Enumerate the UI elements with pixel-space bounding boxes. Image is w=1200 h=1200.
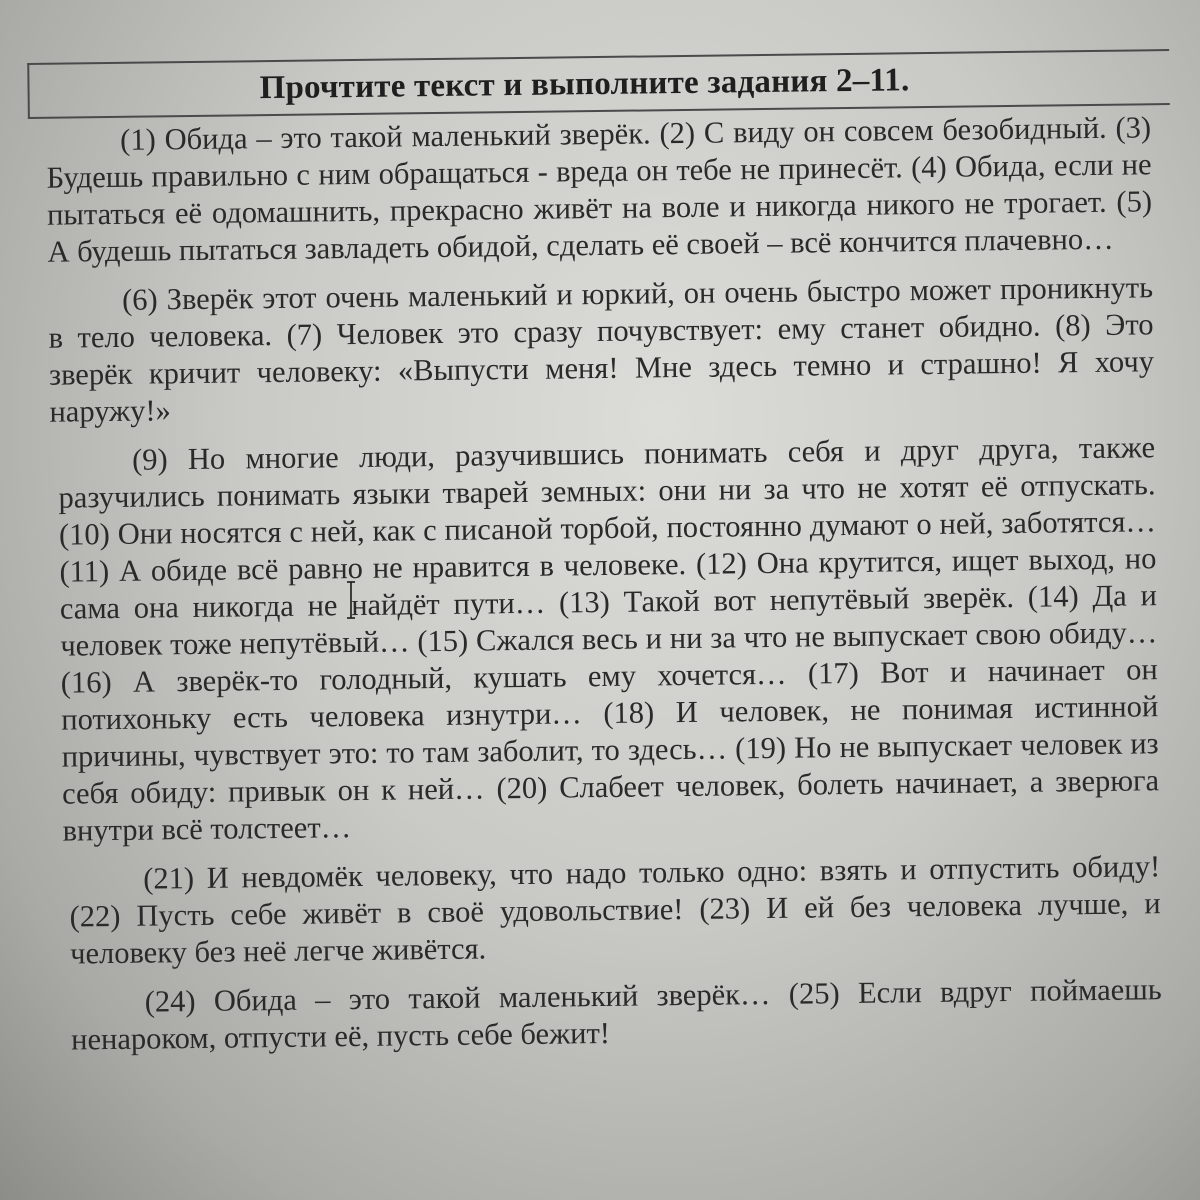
paragraph-2: (6) Зверёк этот очень маленький и юркий, он очень быстро может проникнуть в тело человека. (7) Человек это сразу почувствует: ему станет обидно. (8) Это зверёк кричит человеку: «Выпусти меня! Мне здесь темно и страшно! Я хочу наружу!» (48, 270, 1155, 429)
page-title: Прочтите текст и выполните задания 2–11. (259, 61, 910, 106)
reading-text (46, 109, 1162, 1070)
title-box (27, 49, 1170, 119)
paragraph-1: (1) Обида – это такой маленький зверёк. (2) С виду он совсем безобидный. (3) Будешь правильно с ним обращаться - вреда он тебе не принесёт. (4) Обида, если не пытаться её одомашнить, прекрасно живёт на воле и никогда никого не трогает. (5) А будешь пытаться завладеть обидой, сделать её своей – всё кончится плачевно… (46, 110, 1153, 269)
paragraph-4: (21) И невдомёк человеку, что надо только одно: взять и отпустить обиду! (22) Пусть себе живёт в своё удовольствие! (23) И ей без человека лучше, и человеку без неё легче живётся. (69, 849, 1161, 971)
paragraph-5: (24) Обида – это такой маленький зверёк… (25) Если вдруг поймаешь ненароком, отпусти её, пусть себе бежит! (70, 972, 1162, 1057)
paragraph-3: (9) Но многие люди, разучившись понимать себя и друг друга, также разучились понимать языки тварей земных: они ни за что не хотят её отпускать. (10) Они носятся с ней, как с писаной торбой, постоянно думают о ней, заботятся… (11) А обиде всё равно не нравится в человеке. (12) Она крутится, ищет выход, но сама она никогда не найдёт пути… (13) Такой вот непутёвый зверёк. (14) Да и человек тоже непутёвый… (15) Сжался весь и ни за что не выпускает свою обиду… (16) А зверёк-то голодный, кушать ему хочется… (17) Вот и начинает он потихоньку есть человека изнутри… (18) И человек, не понимая истинной причины, чувствует это: то там заболит, то здесь… (19) Но не выпускает человек из себя обиду: привык он к ней… (20) Слабеет человек, болеть начинает, а зверюга внутри всё толстеет… (58, 430, 1160, 848)
document-page (21, 37, 1185, 1191)
